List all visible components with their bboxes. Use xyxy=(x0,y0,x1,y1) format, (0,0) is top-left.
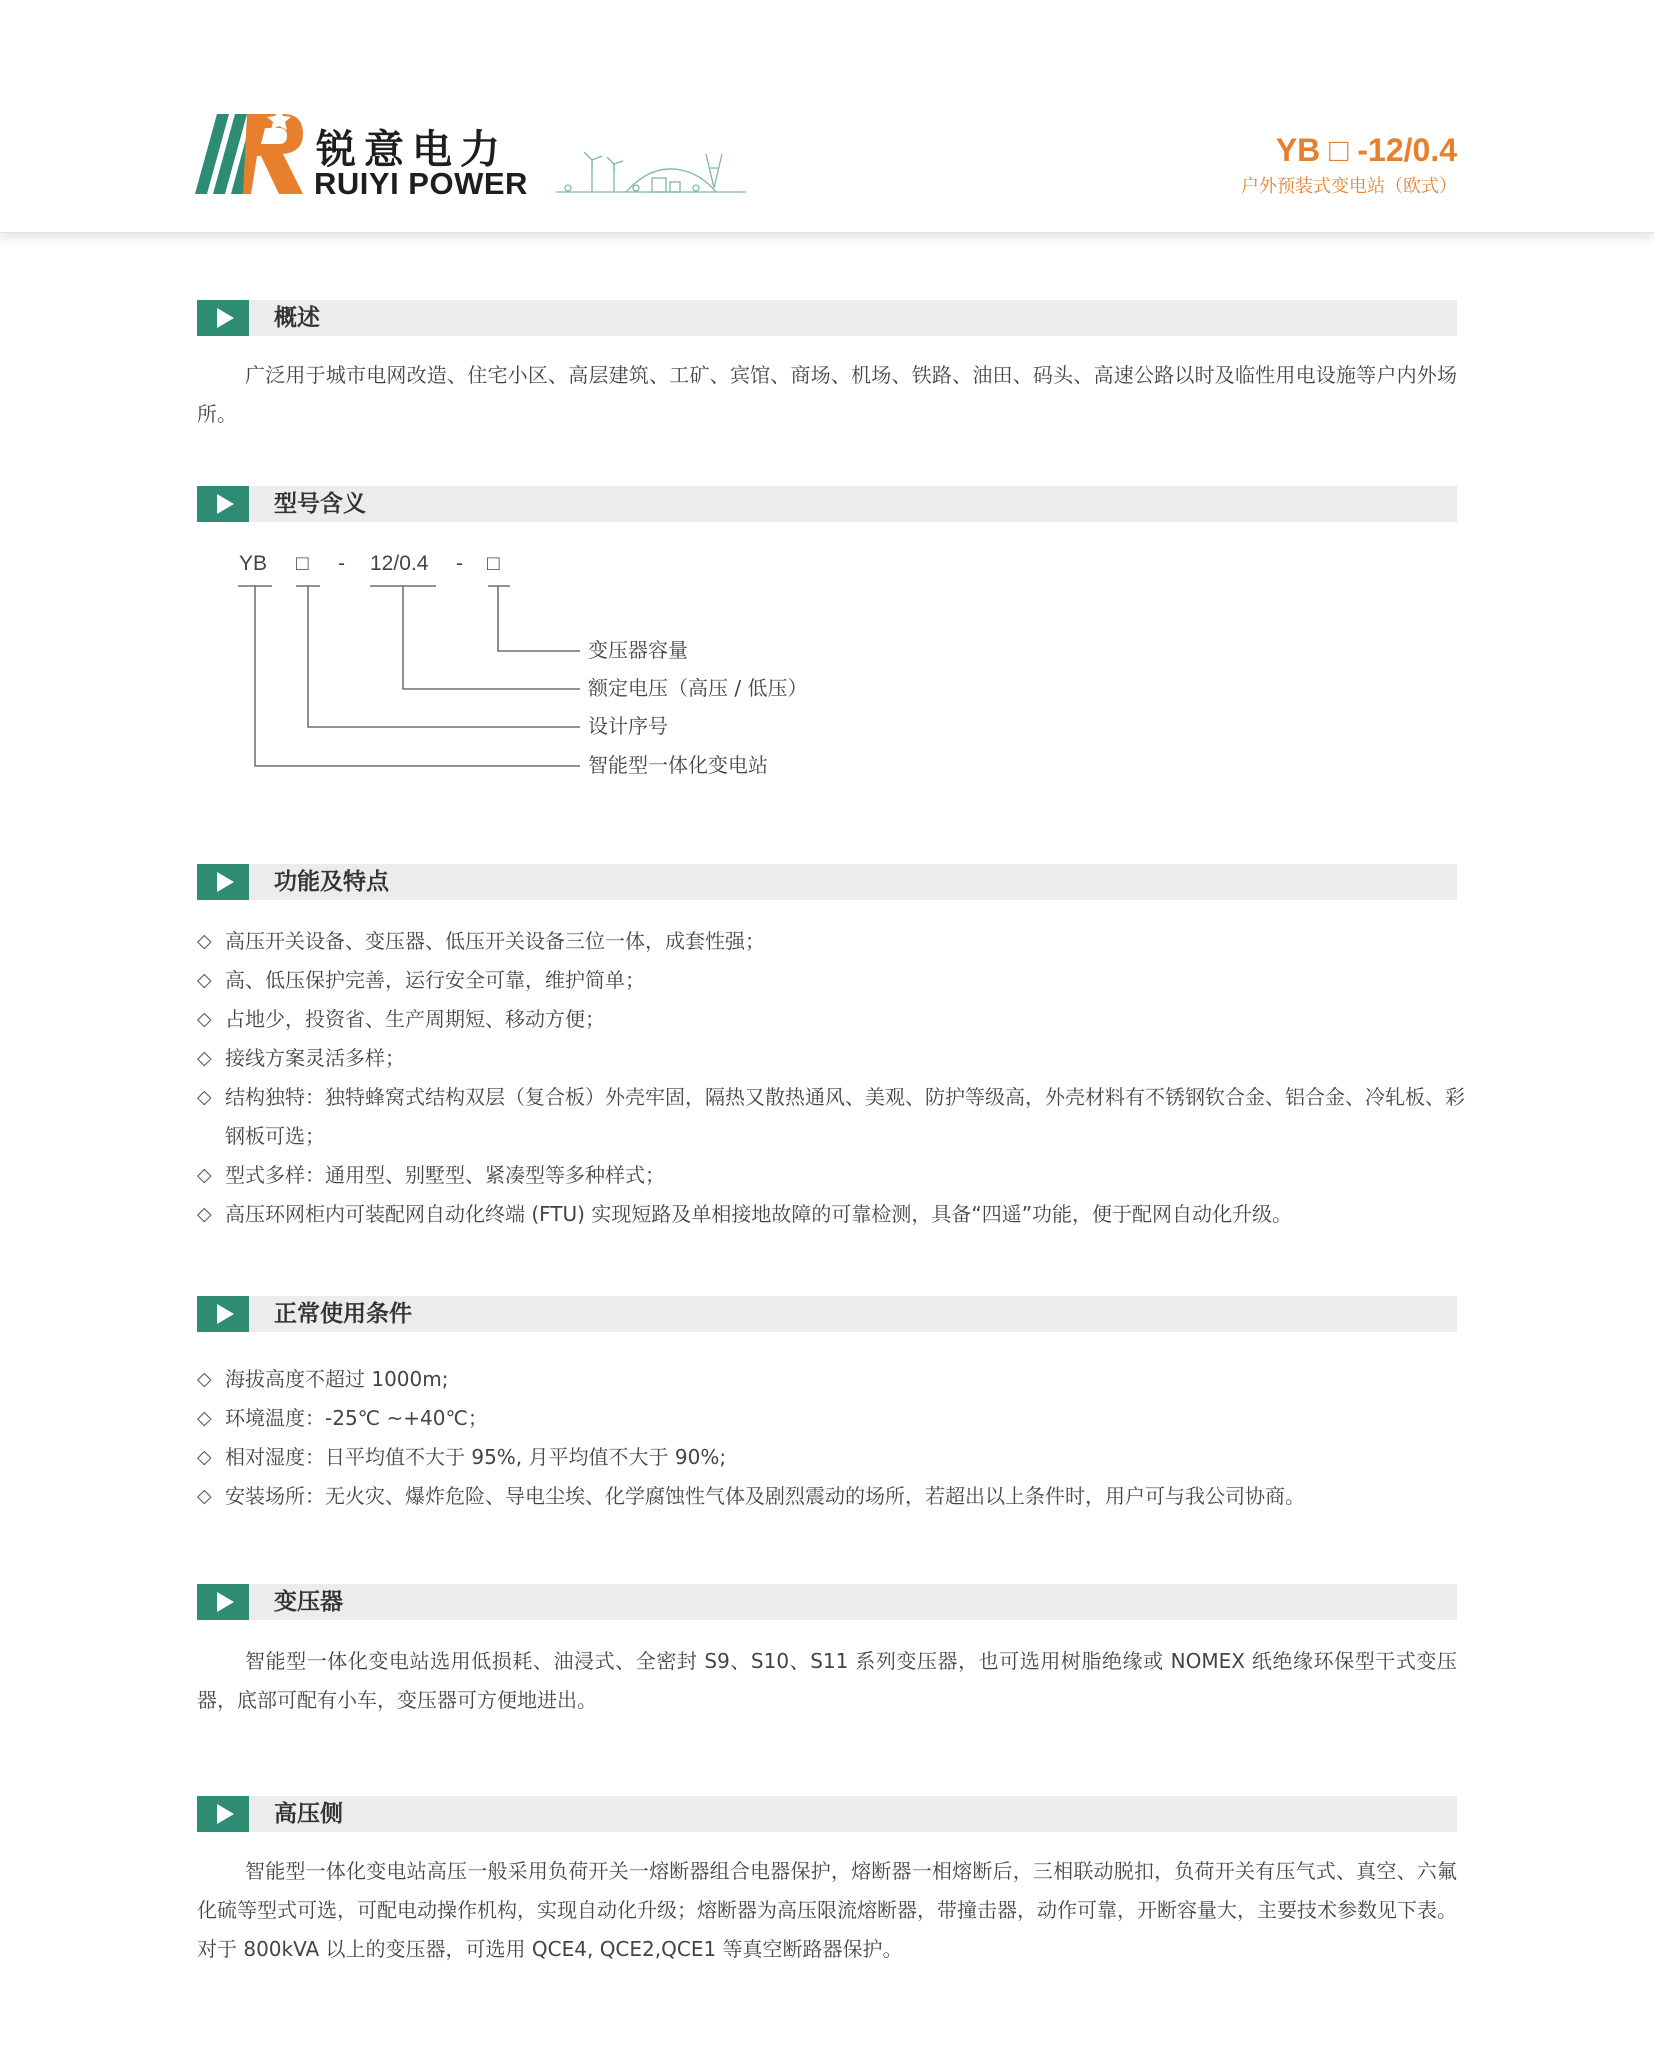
section-header-hv-side xyxy=(197,1796,1457,1832)
overview-text: 广泛用于城市电网改造、住宅小区、高层建筑、工矿、宾馆、商场、机场、铁路、油田、码头、高速公路以时及临性用电设施等户内外场所。 xyxy=(197,363,1457,426)
model-code-part: 12/0.4 xyxy=(370,552,429,575)
legend-type: 智能型一体化变电站 xyxy=(588,753,768,777)
play-arrow-icon xyxy=(197,1584,249,1620)
features-list xyxy=(197,922,1467,1234)
section-title: 变压器 xyxy=(274,1589,343,1615)
list-item: ◇ 高压环网柜内可装配网自动化终端 (FTU) 实现短路及单相接地故障的可靠检测，具备“四遥”功能，便于配网自动化升级。 xyxy=(197,1195,1467,1234)
legend-capacity: 变压器容量 xyxy=(588,638,688,662)
play-arrow-icon xyxy=(197,1296,249,1332)
list-item: ◇ 海拔高度不超过 1000m; xyxy=(197,1360,1467,1399)
legend-voltage: 额定电压（高压 / 低压） xyxy=(588,676,808,700)
hv-side-text: 智能型一体化变电站高压一般采用负荷开关一熔断器组合电器保护，熔断器一相熔断后，三相联动脱扣，负荷开关有压气式、真空、六氟化硫等型式可选，可配电动操作机构，实现自动化升级；熔断器为高压限流熔断器，带撞击器，动作可靠，开断容量大，主要技术参数见下表。对于 800kVA 以上的变压器，可选用 QCE4, QCE2,QCE1 等真空断路器保护。 xyxy=(197,1859,1457,1961)
list-item: ◇ 高、低压保护完善，运行安全可靠，维护简单； xyxy=(197,961,1467,1000)
model-code-part: □ xyxy=(296,552,309,575)
list-item: ◇ 高压开关设备、变压器、低压开关设备三位一体，成套性强； xyxy=(197,922,1467,961)
diamond-bullet-icon: ◇ xyxy=(197,930,212,952)
diamond-bullet-icon: ◇ xyxy=(197,1368,212,1390)
section-header-features xyxy=(197,864,1457,900)
diamond-bullet-icon: ◇ xyxy=(197,1446,212,1468)
diamond-bullet-icon: ◇ xyxy=(197,969,212,991)
section-title: 正常使用条件 xyxy=(274,1301,412,1327)
diamond-bullet-icon: ◇ xyxy=(197,1407,212,1429)
model-subtitle: 户外预装式变电站（欧式） xyxy=(1241,176,1457,197)
diamond-bullet-icon: ◇ xyxy=(197,1008,212,1030)
section-header-transformer xyxy=(197,1584,1457,1620)
section-title: 高压侧 xyxy=(274,1801,343,1827)
list-item: ◇ 占地少，投资省、生产周期短、移动方便； xyxy=(197,1000,1467,1039)
transformer-text: 智能型一体化变电站选用低损耗、油浸式、全密封 S9、S10、S11 系列变压器，也可选用树脂绝缘或 NOMEX 纸绝缘环保型干式变压器，底部可配有小车，变压器可方便地进出。 xyxy=(197,1649,1457,1712)
list-item: ◇ 安装场所：无火灾、爆炸危险、导电尘埃、化学腐蚀性气体及剧烈震动的场所，若超出以上条件时，用户可与我公司协商。 xyxy=(197,1477,1467,1516)
model-title: YB □ -12/0.4 xyxy=(1275,132,1457,168)
list-item: ◇ 型式多样：通用型、别墅型、紧凑型等多种样式； xyxy=(197,1156,1467,1195)
brand-name-cn: 锐意电力 xyxy=(316,127,508,173)
play-arrow-icon xyxy=(197,864,249,900)
list-item: ◇ 结构独特：独特蜂窝式结构双层（复合板）外壳牢固，隔热又散热通风、美观、防护等级高，外壳材料有不锈钢钦合金、铝合金、冷轧板、彩钢板可选； xyxy=(197,1078,1467,1156)
diamond-bullet-icon: ◇ xyxy=(197,1485,212,1507)
diamond-bullet-icon: ◇ xyxy=(197,1164,212,1186)
diamond-bullet-icon: ◇ xyxy=(197,1203,212,1225)
diamond-bullet-icon: ◇ xyxy=(197,1047,212,1069)
section-header-conditions xyxy=(197,1296,1457,1332)
list-item: ◇ 接线方案灵活多样； xyxy=(197,1039,1467,1078)
conditions-list xyxy=(197,1360,1467,1516)
play-arrow-icon xyxy=(197,1796,249,1832)
model-code-separator: - xyxy=(456,552,463,575)
section-title: 功能及特点 xyxy=(274,869,389,895)
section-title: 型号含义 xyxy=(274,491,366,517)
section-title: 概述 xyxy=(274,305,320,331)
model-code-part: □ xyxy=(487,552,500,575)
model-code-part: YB xyxy=(239,552,268,575)
legend-design-no: 设计序号 xyxy=(588,714,668,738)
list-item: ◇ 环境温度：-25℃ ~+40℃； xyxy=(197,1399,1467,1438)
model-code-separator: - xyxy=(338,552,345,575)
brand-name-en: RUIYI POWER xyxy=(314,166,528,201)
diamond-bullet-icon: ◇ xyxy=(197,1086,212,1108)
list-item: ◇ 相对湿度：日平均值不大于 95%, 月平均值不大于 90%; xyxy=(197,1438,1467,1477)
